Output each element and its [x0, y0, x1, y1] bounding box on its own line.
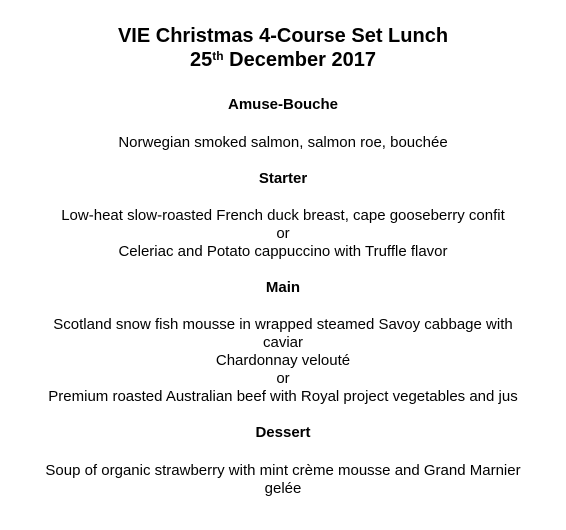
or-divider-starter: or [276, 225, 290, 242]
date-rest: December 2017 [229, 49, 376, 71]
dish-amuse-bouche: Norwegian smoked salmon, salmon roe, bouchée [118, 134, 448, 151]
date-ordinal-suffix: th [212, 49, 224, 64]
date-day: 25 [190, 49, 213, 71]
section-heading-amuse-bouche: Amuse-Bouche [227, 96, 339, 113]
dish-dessert-line1: Soup of organic strawberry with mint crème mousse and Grand Marnier [45, 462, 521, 479]
section-heading-starter: Starter [258, 170, 308, 187]
dish-starter-2: Celeriac and Potato cappuccino with Truffle flavor [118, 243, 448, 260]
dish-main-1-line1: Scotland snow fish mousse in wrapped steamed Savoy cabbage with [53, 316, 513, 333]
section-heading-dessert: Dessert [255, 424, 311, 441]
menu-title: VIE Christmas 4-Course Set Lunch [117, 25, 449, 47]
menu-date [0, 48, 566, 72]
dish-main-2: Premium roasted Australian beef with Royal project vegetables and jus [48, 388, 518, 405]
dish-main-1-sauce: Chardonnay velouté [215, 352, 351, 369]
dish-main-1-line2: caviar [262, 334, 303, 351]
dish-dessert-line2: gelée [264, 480, 302, 497]
or-divider-main: or [276, 370, 290, 387]
dish-starter-1: Low-heat slow-roasted French duck breast, cape gooseberry confit [61, 207, 505, 224]
section-heading-main: Main [265, 279, 301, 296]
